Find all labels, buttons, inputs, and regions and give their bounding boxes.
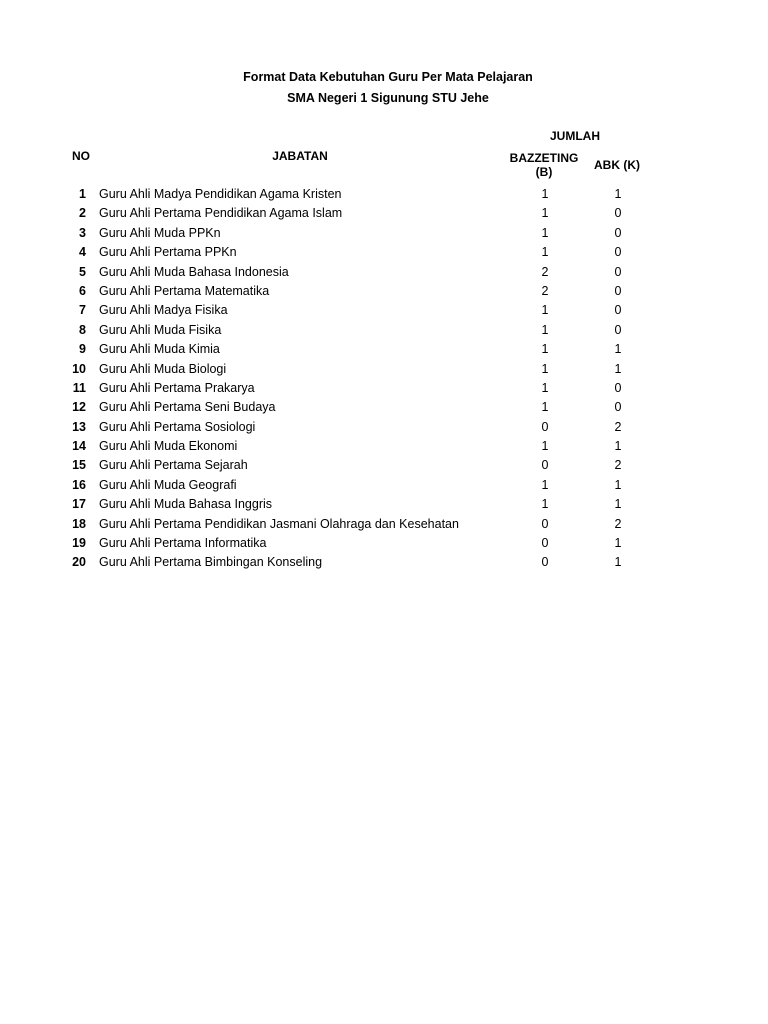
row-number: 1 (79, 187, 86, 201)
row-number: 12 (72, 400, 86, 415)
row-abk: 0 (614, 380, 622, 395)
table-row (0, 204, 768, 223)
table-row (0, 185, 768, 204)
table-row (0, 379, 768, 398)
header-no: NO (72, 149, 90, 163)
table-row (0, 340, 768, 359)
row-abk: 2 (614, 458, 622, 473)
row-jabatan: Guru Ahli Pertama Pendidikan Jasmani Olahraga dan Kesehatan (99, 516, 459, 531)
row-abk: 0 (614, 245, 622, 260)
row-jabatan: Guru Ahli Muda Ekonomi (99, 439, 238, 454)
row-jabatan: Guru Ahli Muda Kimia (99, 342, 220, 357)
row-jabatan: Guru Ahli Pertama PPKn (99, 245, 237, 260)
row-abk: 1 (614, 439, 622, 454)
header-jabatan: JABATAN (272, 149, 328, 163)
row-jabatan: Guru Ahli Pertama Informatika (99, 536, 267, 551)
row-jabatan: Guru Ahli Madya Fisika (99, 303, 228, 318)
row-jabatan: Guru Ahli Pertama Matematika (99, 283, 270, 298)
row-number: 9 (79, 342, 86, 357)
row-jabatan: Guru Ahli Muda Geografi (99, 477, 237, 492)
row-bazzeting: 1 (541, 497, 549, 512)
row-number: 20 (72, 555, 86, 570)
row-number: 10 (72, 361, 86, 376)
row-abk: 1 (614, 361, 622, 376)
header-bazzeting-line1: BAZZETING (509, 151, 579, 165)
table-row (0, 243, 768, 262)
row-number: 13 (72, 419, 86, 434)
row-bazzeting: 1 (541, 400, 549, 415)
row-jabatan: Guru Ahli Muda Bahasa Indonesia (99, 264, 289, 279)
row-abk: 1 (614, 497, 622, 512)
row-abk: 1 (614, 187, 622, 201)
row-number: 2 (79, 206, 86, 221)
row-bazzeting: 1 (541, 380, 549, 395)
table-row (0, 534, 768, 553)
row-jabatan: Guru Ahli Madya Pendidikan Agama Kristen (99, 187, 342, 201)
row-number: 11 (72, 380, 86, 395)
table-row (0, 398, 768, 417)
row-jabatan: Guru Ahli Muda Fisika (99, 322, 222, 337)
header-jumlah: JUMLAH (550, 129, 600, 143)
row-abk: 1 (614, 342, 622, 357)
row-bazzeting: 0 (541, 419, 549, 434)
row-number: 5 (79, 264, 86, 279)
row-number: 3 (79, 225, 86, 240)
row-bazzeting: 1 (541, 361, 549, 376)
row-abk: 0 (614, 225, 622, 240)
table-row (0, 515, 768, 534)
row-jabatan: Guru Ahli Pertama Seni Budaya (99, 400, 276, 415)
header-bazzeting (504, 151, 584, 179)
row-jabatan: Guru Ahli Pertama Sosiologi (99, 419, 256, 434)
row-bazzeting: 1 (541, 303, 549, 318)
row-jabatan: Guru Ahli Pertama Sejarah (99, 458, 248, 473)
row-jabatan: Guru Ahli Muda Bahasa Inggris (99, 497, 273, 512)
table-row (0, 263, 768, 282)
table-row (0, 495, 768, 514)
data-table-body (0, 185, 768, 573)
row-number: 19 (72, 536, 86, 551)
row-abk: 1 (614, 536, 622, 551)
row-abk: 0 (614, 283, 622, 298)
table-row (0, 282, 768, 301)
row-bazzeting: 0 (541, 458, 549, 473)
row-bazzeting: 1 (541, 225, 549, 240)
row-bazzeting: 1 (541, 477, 549, 492)
row-number: 17 (72, 497, 86, 512)
header-abk: ABK (K) (594, 158, 640, 172)
school-name: SMA Negeri 1 Sigunung STU Jehe (287, 91, 489, 105)
row-bazzeting: 0 (541, 536, 549, 551)
row-jabatan: Guru Ahli Muda PPKn (99, 225, 221, 240)
row-bazzeting: 2 (541, 264, 549, 279)
row-bazzeting: 2 (541, 283, 549, 298)
row-jabatan: Guru Ahli Pertama Prakarya (99, 380, 255, 395)
row-abk: 1 (614, 555, 622, 570)
row-number: 4 (79, 245, 86, 260)
row-bazzeting: 1 (541, 206, 549, 221)
table-row (0, 224, 768, 243)
row-number: 15 (72, 458, 86, 473)
table-row (0, 301, 768, 320)
row-number: 14 (72, 439, 86, 454)
row-number: 8 (79, 322, 86, 337)
row-abk: 2 (614, 516, 622, 531)
row-bazzeting: 0 (541, 516, 549, 531)
row-abk: 1 (614, 477, 622, 492)
row-abk: 0 (614, 206, 622, 221)
document-title: Format Data Kebutuhan Guru Per Mata Pelajaran (243, 70, 533, 84)
row-abk: 2 (614, 419, 622, 434)
table-row (0, 437, 768, 456)
row-bazzeting: 1 (541, 342, 549, 357)
row-abk: 0 (614, 303, 622, 318)
row-abk: 0 (614, 322, 622, 337)
row-number: 6 (79, 283, 86, 298)
row-jabatan: Guru Ahli Muda Biologi (99, 361, 227, 376)
row-bazzeting: 1 (541, 245, 549, 260)
header-bazzeting-line2: (B) (535, 165, 553, 179)
row-number: 16 (72, 477, 86, 492)
row-number: 18 (72, 516, 86, 531)
row-bazzeting: 1 (541, 187, 549, 201)
table-row (0, 321, 768, 340)
row-number: 7 (79, 303, 86, 318)
row-abk: 0 (614, 400, 622, 415)
row-bazzeting: 0 (541, 555, 549, 570)
row-bazzeting: 1 (541, 322, 549, 337)
row-abk: 0 (614, 264, 622, 279)
table-row (0, 476, 768, 495)
table-row (0, 456, 768, 475)
row-jabatan: Guru Ahli Pertama Bimbingan Konseling (99, 555, 323, 570)
table-row (0, 360, 768, 379)
table-row (0, 418, 768, 437)
row-bazzeting: 1 (541, 439, 549, 454)
row-jabatan: Guru Ahli Pertama Pendidikan Agama Islam (99, 206, 343, 221)
table-row (0, 553, 768, 572)
